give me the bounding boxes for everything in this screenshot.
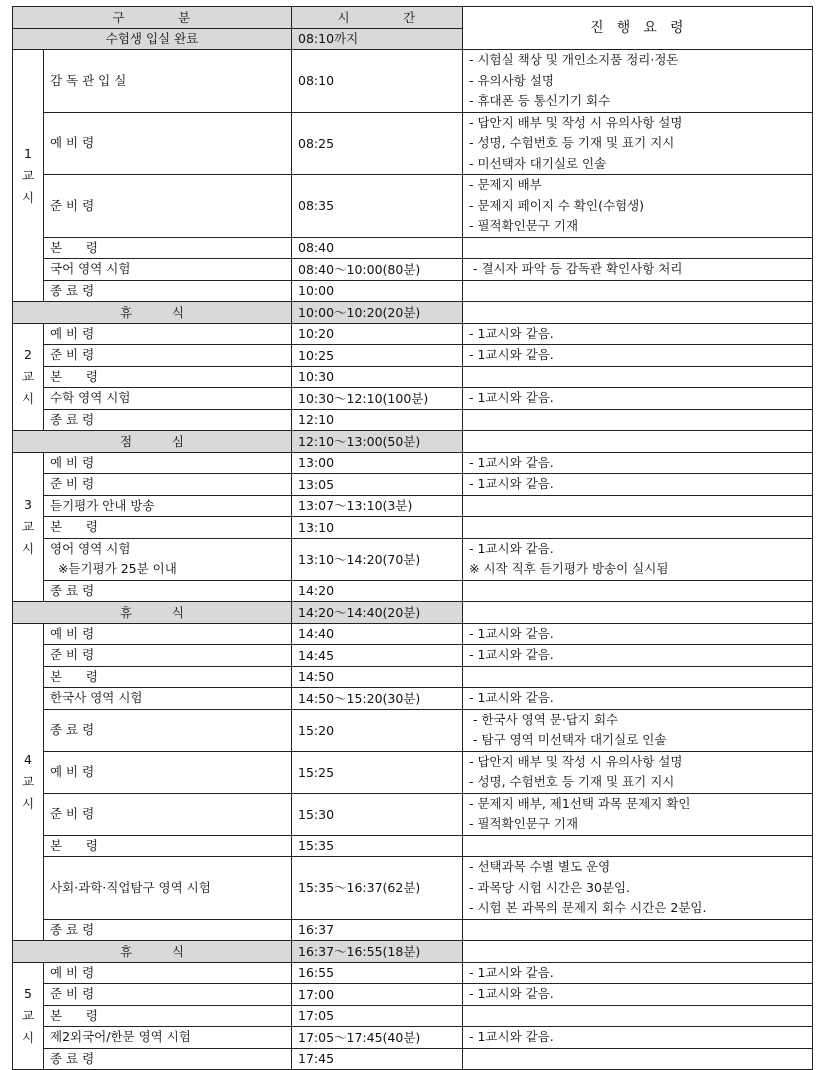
row-time: 15:30 [292, 793, 463, 835]
row-label: 감 독 관 입 실 [50, 72, 127, 88]
row-time: 14:50～15:20(30분) [292, 688, 463, 710]
row-label: 종 료 령 [50, 411, 95, 427]
schedule-row [13, 323, 813, 345]
row-label: 예 비 령 [50, 325, 95, 341]
row-label-cell [44, 580, 292, 602]
note-line: - 탐구 영역 미선택자 대기실로 인솔 [469, 732, 667, 747]
schedule-row [13, 495, 813, 517]
row-label-cell [44, 345, 292, 367]
arrival-time: 08:10까지 [292, 28, 463, 50]
period-label: 5 교 시 [13, 962, 44, 1070]
note-line: - 1교시와 같음. [469, 347, 554, 362]
row-label: 예 비 령 [50, 763, 95, 779]
row-label-cell [44, 645, 292, 667]
row-time: 17:05～17:45(40분) [292, 1027, 463, 1049]
note-line: - 시험실 책상 및 개인소지품 정리·정돈 [469, 52, 679, 67]
exam-schedule-sheet [12, 6, 813, 1070]
row-notes [463, 793, 813, 835]
row-notes [463, 474, 813, 496]
schedule-row [13, 793, 813, 835]
break-label: 휴 식 [13, 602, 292, 624]
note-line: - 답안지 배부 및 작성 시 유의사항 설명 [469, 114, 683, 130]
row-label-cell [44, 175, 292, 238]
row-label: 종 료 령 [50, 921, 95, 937]
break-time: 14:20～14:40(20분) [292, 602, 463, 624]
schedule-row [13, 538, 813, 580]
break-notes [463, 602, 813, 624]
row-time: 13:05 [292, 474, 463, 496]
row-label-cell [44, 538, 292, 580]
row-label-cell [44, 112, 292, 175]
row-label-cell [44, 388, 292, 410]
schedule-row [13, 175, 813, 238]
row-time: 10:25 [292, 345, 463, 367]
note-line: - 과목당 시험 시간은 30분임. [469, 879, 631, 895]
schedule-row [13, 474, 813, 496]
schedule-row [13, 580, 813, 602]
row-notes [463, 175, 813, 238]
schedule-row [13, 984, 813, 1006]
row-time: 08:35 [292, 175, 463, 238]
row-notes [463, 366, 813, 388]
break-notes [463, 302, 813, 324]
row-notes [463, 709, 813, 751]
schedule-row [13, 688, 813, 710]
break-time: 10:00～10:20(20분) [292, 302, 463, 324]
note-line: - 결시자 파악 등 감독관 확인사항 처리 [469, 261, 683, 276]
row-label-cell [44, 835, 292, 857]
row-label: 종 료 령 [50, 1050, 95, 1066]
row-label: 준 비 령 [50, 986, 95, 1001]
row-time: 12:10 [292, 409, 463, 431]
period-label: 4 교 시 [13, 623, 44, 941]
note-line: - 휴대폰 등 통신기기 회수 [469, 93, 611, 108]
row-time: 10:20 [292, 323, 463, 345]
note-line: - 1교시와 같음. [469, 540, 554, 556]
row-time: 14:45 [292, 645, 463, 667]
row-label: 종 료 령 [50, 582, 95, 598]
note-line: - 1교시와 같음. [469, 454, 554, 470]
row-time: 08:40 [292, 237, 463, 259]
schedule-row [13, 237, 813, 259]
row-label-cell [44, 474, 292, 496]
row-notes [463, 280, 813, 302]
row-notes [463, 388, 813, 410]
row-label: 제2외국어/한문 영역 시험 [50, 1029, 191, 1044]
schedule-row [13, 280, 813, 302]
row-time: 13:07～13:10(3분) [292, 495, 463, 517]
schedule-row [13, 751, 813, 793]
schedule-row [13, 645, 813, 667]
row-time: 08:40～10:00(80분) [292, 259, 463, 281]
row-label: 본 령 [50, 668, 98, 684]
row-notes [463, 857, 813, 920]
row-label: 사회·과학·직업탐구 영역 시험 [50, 879, 211, 895]
note-line: - 1교시와 같음. [469, 625, 554, 641]
schedule-row [13, 962, 813, 984]
break-row [13, 602, 813, 624]
row-notes [463, 452, 813, 474]
row-time: 17:05 [292, 1005, 463, 1027]
row-label-cell [44, 452, 292, 474]
row-notes [463, 645, 813, 667]
row-label-cell [44, 259, 292, 281]
schedule-row [13, 1005, 813, 1027]
row-notes [463, 538, 813, 580]
note-line: - 1교시와 같음. [469, 476, 554, 491]
row-label-cell [44, 366, 292, 388]
row-label: 종 료 령 [50, 282, 95, 298]
row-time: 13:10 [292, 517, 463, 539]
note-line: - 1교시와 같음. [469, 390, 554, 405]
row-notes [463, 112, 813, 175]
row-time: 13:00 [292, 452, 463, 474]
row-label-cell [44, 793, 292, 835]
row-time: 15:25 [292, 751, 463, 793]
note-line: - 문제지 배부 [469, 177, 542, 192]
row-notes [463, 984, 813, 1006]
row-label: 준 비 령 [50, 476, 95, 491]
row-time: 13:10～14:20(70분) [292, 538, 463, 580]
break-time: 12:10～13:00(50분) [292, 431, 463, 453]
schedule-row [13, 835, 813, 857]
schedule-row [13, 623, 813, 645]
note-line: - 한국사 영역 문·답지 회수 [469, 711, 619, 727]
row-label-cell [44, 688, 292, 710]
row-time: 08:10 [292, 50, 463, 113]
schedule-row [13, 666, 813, 688]
row-label-cell [44, 962, 292, 984]
row-label-cell [44, 623, 292, 645]
row-time: 17:45 [292, 1048, 463, 1070]
row-notes [463, 1027, 813, 1049]
break-row [13, 431, 813, 453]
row-label: 본 령 [50, 239, 98, 255]
note-line: - 1교시와 같음. [469, 964, 554, 980]
note-line: - 성명, 수험번호 등 기재 및 표기 지시 [469, 135, 675, 150]
row-notes [463, 751, 813, 793]
note-line: - 문제지 배부, 제1선택 과목 문제지 확인 [469, 795, 691, 811]
row-label: 영어 영역 시험 [50, 540, 131, 556]
row-notes [463, 623, 813, 645]
schedule-row [13, 409, 813, 431]
row-label-cell [44, 517, 292, 539]
break-label: 휴 식 [13, 302, 292, 324]
row-time: 15:35 [292, 835, 463, 857]
note-line: - 시험 본 과목의 문제지 회수 시간은 2분임. [469, 900, 707, 915]
row-time: 16:37 [292, 919, 463, 941]
schedule-row [13, 1048, 813, 1070]
period-label: 3 교 시 [13, 452, 44, 602]
row-time: 15:20 [292, 709, 463, 751]
row-time: 15:35～16:37(62분) [292, 857, 463, 920]
break-time: 16:37～16:55(18분) [292, 941, 463, 963]
row-time: 10:30 [292, 366, 463, 388]
break-row [13, 302, 813, 324]
schedule-row [13, 709, 813, 751]
row-label-cell [44, 857, 292, 920]
note-line: - 문제지 페이지 수 확인(수험생) [469, 197, 645, 213]
note-line: - 1교시와 같음. [469, 647, 554, 662]
row-notes [463, 580, 813, 602]
row-notes [463, 409, 813, 431]
row-label: 국어 영역 시험 [50, 261, 131, 276]
row-label: 본 령 [50, 1007, 98, 1023]
row-label: 준 비 령 [50, 347, 95, 362]
break-notes [463, 431, 813, 453]
row-label-cell [44, 751, 292, 793]
note-line: - 필적확인문구 기재 [469, 218, 579, 233]
row-label-cell [44, 1005, 292, 1027]
note-line: - 답안지 배부 및 작성 시 유의사항 설명 [469, 753, 683, 769]
schedule-row [13, 259, 813, 281]
schedule-row [13, 517, 813, 539]
row-label: 준 비 령 [50, 647, 95, 662]
period-label: 1 교 시 [13, 50, 44, 302]
row-label-cell [44, 409, 292, 431]
row-notes [463, 495, 813, 517]
row-label-cell [44, 709, 292, 751]
schedule-row [13, 919, 813, 941]
note-line: - 미선택자 대기실로 인솔 [469, 155, 607, 171]
break-row [13, 941, 813, 963]
row-notes [463, 50, 813, 113]
row-time: 14:50 [292, 666, 463, 688]
row-notes [463, 1005, 813, 1027]
row-notes [463, 962, 813, 984]
note-line: - 성명, 수험번호 등 기재 및 표기 지시 [469, 774, 675, 789]
note-line: ※ 시작 직후 듣기평가 방송이 실시됨 [469, 561, 669, 576]
row-label: 준 비 령 [50, 197, 95, 213]
row-label-cell [44, 495, 292, 517]
row-label-cell [44, 237, 292, 259]
schedule-row [13, 452, 813, 474]
row-label-cell [44, 919, 292, 941]
row-notes [463, 919, 813, 941]
row-notes [463, 259, 813, 281]
row-notes [463, 835, 813, 857]
header-time: 시 간 [292, 7, 463, 29]
row-time: 14:40 [292, 623, 463, 645]
schedule-row [13, 366, 813, 388]
break-notes [463, 941, 813, 963]
row-label: 수학 영역 시험 [50, 390, 131, 405]
note-line: - 1교시와 같음. [469, 325, 554, 341]
header-category: 구 분 [13, 7, 292, 29]
row-notes [463, 237, 813, 259]
row-label: 한국사 영역 시험 [50, 690, 143, 705]
row-label: 종 료 령 [50, 721, 95, 737]
row-time: 08:25 [292, 112, 463, 175]
break-label: 점 심 [13, 431, 292, 453]
arrival-label: 수험생 입실 완료 [13, 28, 292, 50]
note-line: - 1교시와 같음. [469, 690, 554, 705]
row-time: 10:00 [292, 280, 463, 302]
row-label: 예 비 령 [50, 454, 95, 470]
note-line: - 필적확인문구 기재 [469, 816, 579, 831]
row-label: 예 비 령 [50, 625, 95, 641]
schedule-row [13, 1027, 813, 1049]
row-label: 본 령 [50, 519, 98, 534]
row-label: 듣기평가 안내 방송 [50, 497, 155, 513]
period-label: 2 교 시 [13, 323, 44, 431]
row-label: 예 비 령 [50, 135, 95, 150]
note-line: - 유의사항 설명 [469, 72, 554, 88]
row-notes [463, 688, 813, 710]
row-notes [463, 517, 813, 539]
schedule-row [13, 857, 813, 920]
header-row [13, 7, 813, 29]
break-label: 휴 식 [13, 941, 292, 963]
schedule-row [13, 112, 813, 175]
row-label-cell [44, 323, 292, 345]
row-label: 본 령 [50, 837, 98, 853]
row-label-cell [44, 1048, 292, 1070]
note-line: - 1교시와 같음. [469, 1029, 554, 1044]
row-time: 17:00 [292, 984, 463, 1006]
row-sublabel: ※듣기평가 25분 이내 [50, 561, 177, 576]
schedule-row [13, 50, 813, 113]
row-notes [463, 1048, 813, 1070]
row-label: 준 비 령 [50, 805, 95, 821]
row-label-cell [44, 1027, 292, 1049]
note-line: - 선택과목 수별 별도 운영 [469, 859, 611, 874]
row-label: 본 령 [50, 368, 98, 384]
exam-schedule-table [12, 6, 813, 1070]
note-line: - 1교시와 같음. [469, 986, 554, 1001]
row-notes [463, 666, 813, 688]
row-time: 10:30～12:10(100분) [292, 388, 463, 410]
row-label-cell [44, 984, 292, 1006]
row-label-cell [44, 50, 292, 113]
row-label-cell [44, 666, 292, 688]
row-label-cell [44, 280, 292, 302]
schedule-row [13, 388, 813, 410]
schedule-row [13, 345, 813, 367]
header-procedure: 진 행 요 령 [463, 7, 813, 50]
row-label: 예 비 령 [50, 964, 95, 980]
row-notes [463, 345, 813, 367]
row-notes [463, 323, 813, 345]
row-time: 14:20 [292, 580, 463, 602]
row-time: 16:55 [292, 962, 463, 984]
